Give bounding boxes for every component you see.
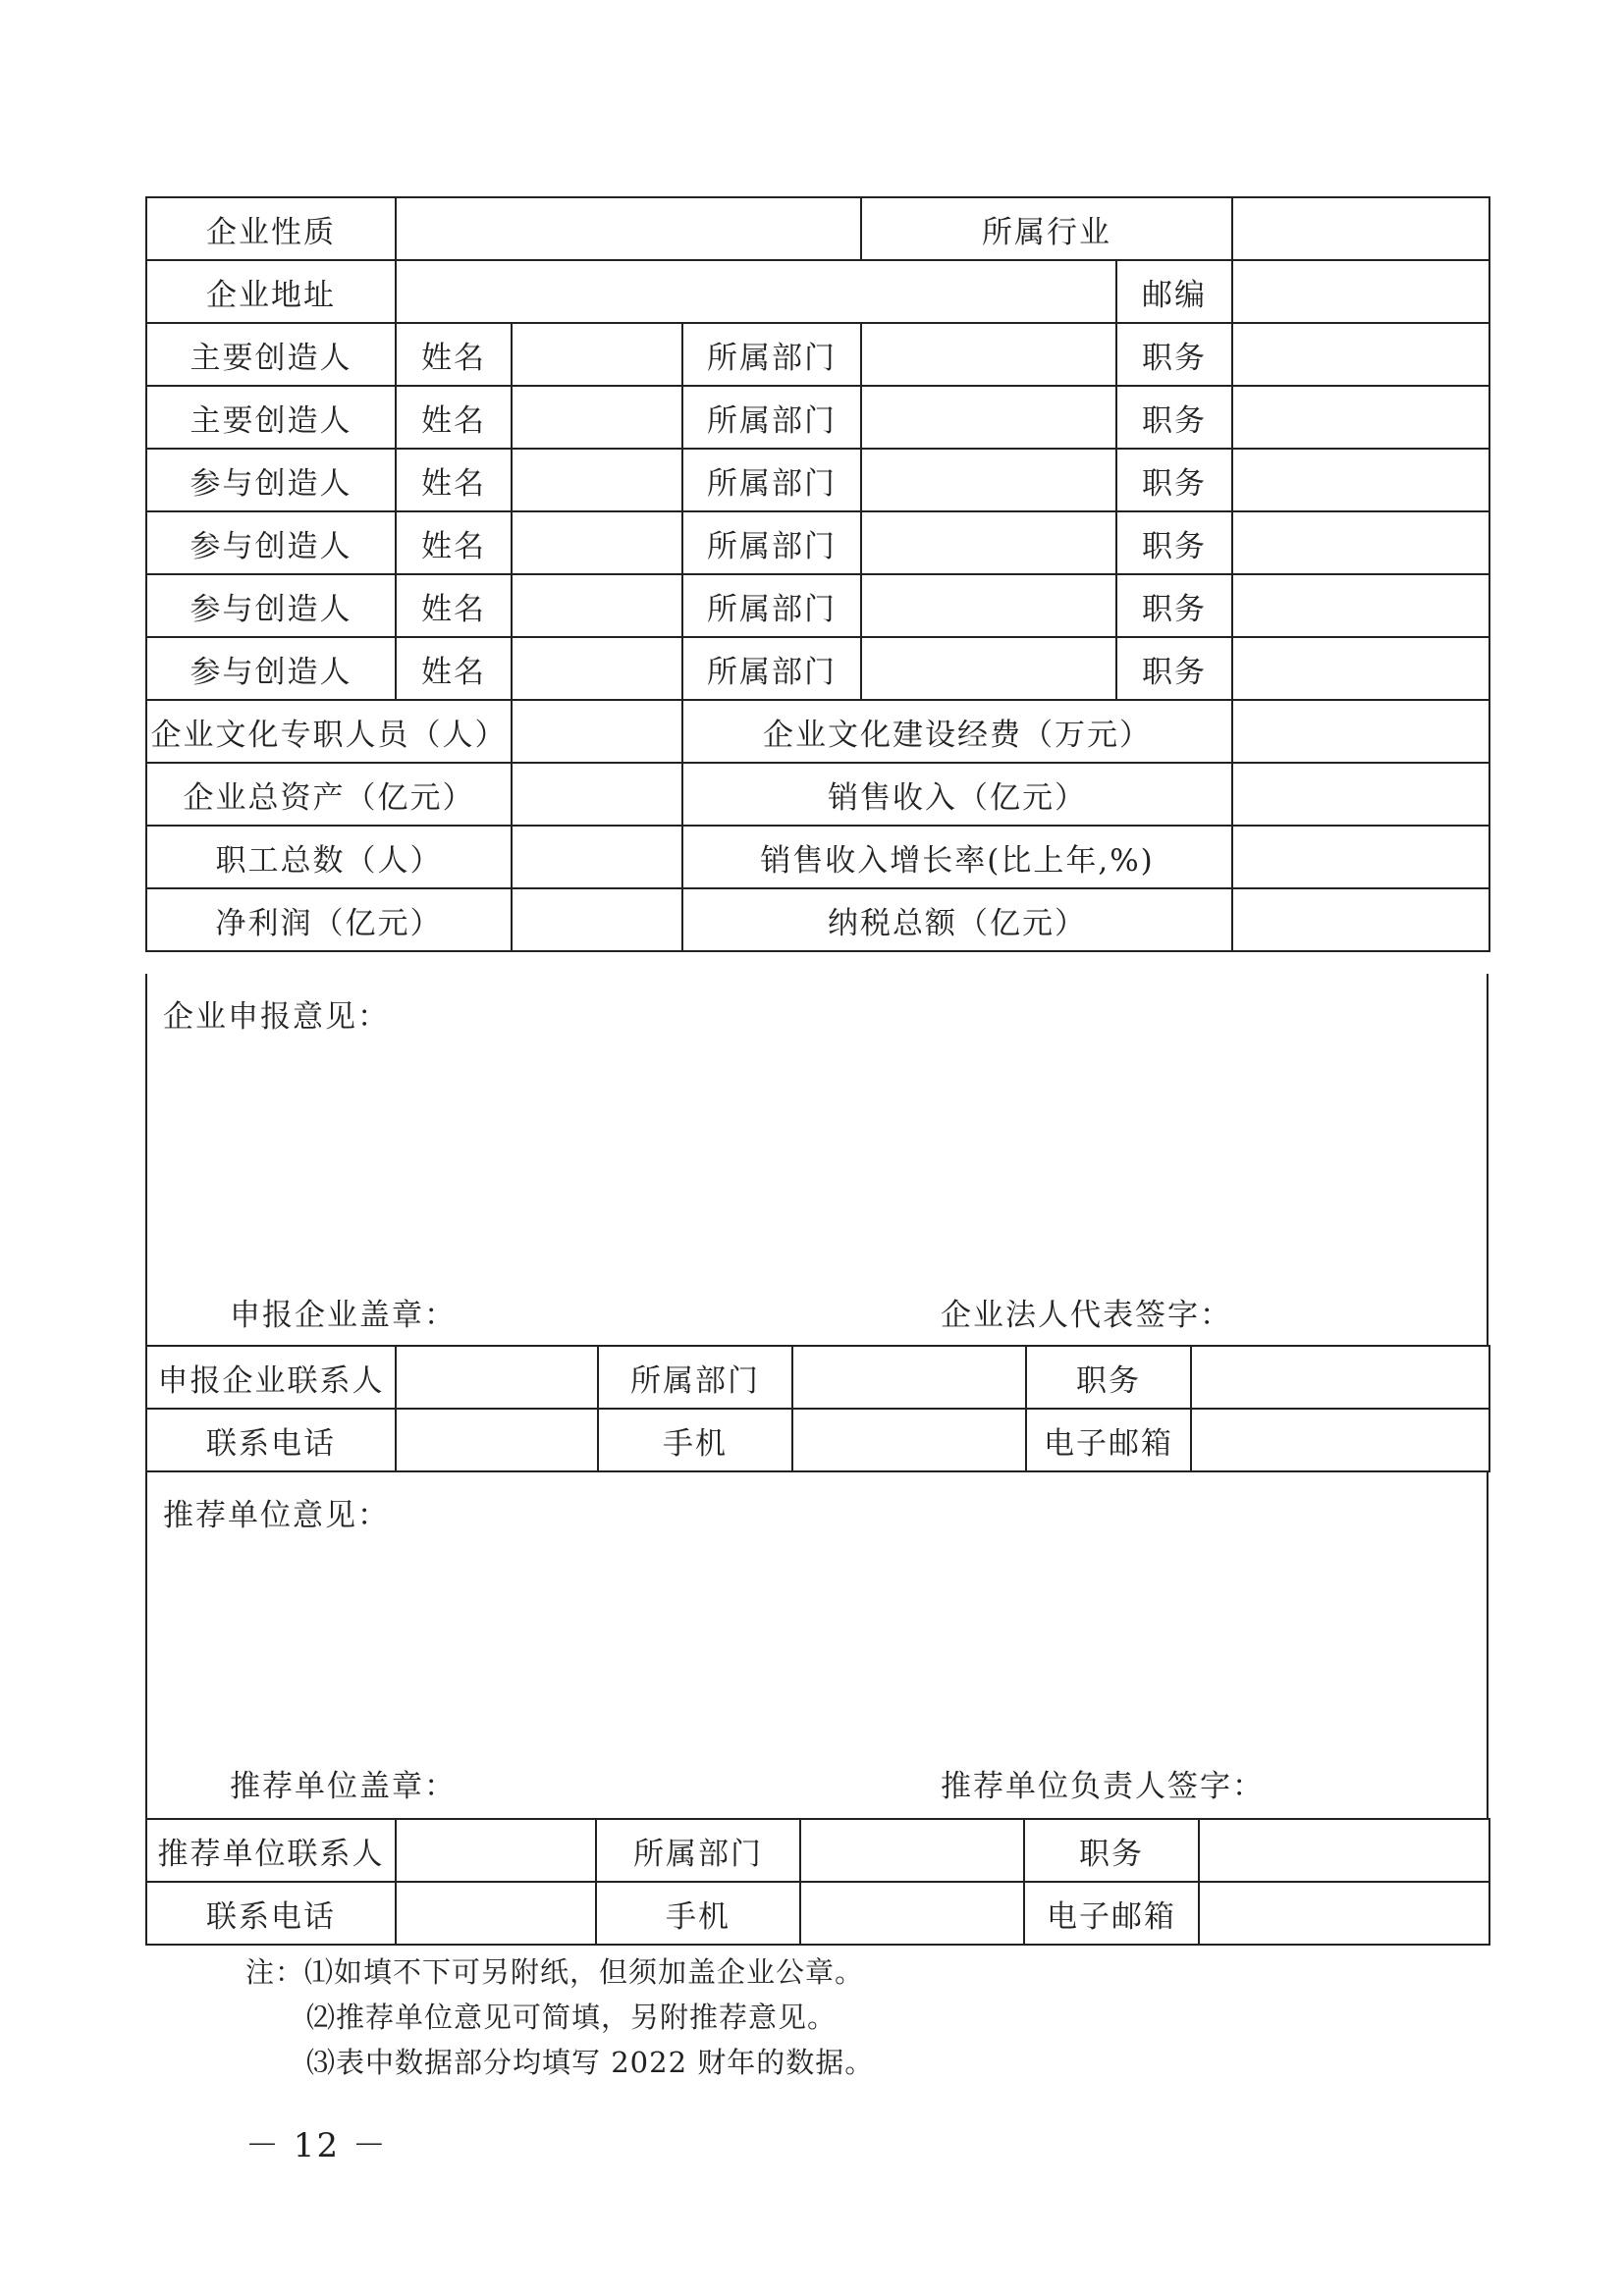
- enterprise-phone-field[interactable]: [396, 1409, 598, 1471]
- total-tax-label: 纳税总额（亿元）: [682, 888, 1232, 951]
- creator-role-label: 参与创造人: [146, 574, 396, 637]
- recommender-opinion-field[interactable]: [163, 1541, 1471, 1741]
- total-employees-label: 职工总数（人）: [146, 826, 512, 888]
- enterprise-mobile-field[interactable]: [792, 1409, 1026, 1471]
- recommender-contact-dept-field[interactable]: [800, 1819, 1024, 1882]
- row-creator: [146, 323, 1489, 386]
- industry-label: 所属行业: [861, 197, 1232, 260]
- creator-role-label: 主要创造人: [146, 386, 396, 449]
- enterprise-contact-dept-field[interactable]: [792, 1346, 1026, 1409]
- row-recommender-contact: [146, 1819, 1489, 1882]
- net-profit-label: 净利润（亿元）: [146, 888, 512, 951]
- creator-dept-label: 所属部门: [682, 449, 861, 511]
- note-line-2: ⑵推荐单位意见可简填，另附推荐意见。: [306, 2001, 838, 2034]
- net-profit-field[interactable]: [512, 888, 682, 951]
- creator-dept-label: 所属部门: [682, 323, 861, 386]
- culture-funding-label: 企业文化建设经费（万元）: [682, 700, 1232, 763]
- enterprise-address-field[interactable]: [396, 260, 1116, 323]
- enterprise-contact-field[interactable]: [396, 1346, 598, 1409]
- creator-name-label: 姓名: [396, 511, 512, 574]
- creator-title-field[interactable]: [1232, 386, 1489, 449]
- recommender-mobile-label: 手机: [596, 1882, 800, 1945]
- recommender-email-field[interactable]: [1199, 1882, 1489, 1945]
- creator-role-label: 主要创造人: [146, 323, 396, 386]
- creator-dept-label: 所属部门: [682, 637, 861, 700]
- revenue-growth-field[interactable]: [1232, 826, 1489, 888]
- enterprise-opinion-field[interactable]: [163, 1042, 1471, 1268]
- creator-title-label: 职务: [1116, 574, 1232, 637]
- recommender-contact-label: 推荐单位联系人: [146, 1819, 396, 1882]
- creator-dept-field[interactable]: [861, 574, 1116, 637]
- creator-title-field[interactable]: [1232, 511, 1489, 574]
- creator-dept-label: 所属部门: [682, 574, 861, 637]
- creator-title-field[interactable]: [1232, 637, 1489, 700]
- creator-name-label: 姓名: [396, 323, 512, 386]
- enterprise-address-label: 企业地址: [146, 260, 396, 323]
- enterprise-email-field[interactable]: [1191, 1409, 1489, 1471]
- creator-dept-label: 所属部门: [682, 386, 861, 449]
- recommender-seal-label: 推荐单位盖章：: [230, 1769, 457, 1804]
- row-creator: [146, 574, 1489, 637]
- creator-name-label: 姓名: [396, 386, 512, 449]
- total-tax-field[interactable]: [1232, 888, 1489, 951]
- recommender-contact-dept-label: 所属部门: [596, 1819, 800, 1882]
- enterprise-info-table: [145, 196, 1489, 952]
- row-stat: [146, 888, 1489, 951]
- enterprise-mobile-label: 手机: [598, 1409, 792, 1471]
- creator-title-label: 职务: [1116, 637, 1232, 700]
- industry-field[interactable]: [1232, 197, 1489, 260]
- creator-dept-field[interactable]: [861, 449, 1116, 511]
- creator-name-label: 姓名: [396, 449, 512, 511]
- creator-name-field[interactable]: [512, 574, 682, 637]
- row-creator: [146, 637, 1489, 700]
- enterprise-contact-dept-label: 所属部门: [598, 1346, 792, 1409]
- creator-title-label: 职务: [1116, 449, 1232, 511]
- revenue-growth-label: 销售收入增长率(比上年,%): [682, 826, 1232, 888]
- recommender-head-signature-label: 推荐单位负责人签字：: [941, 1769, 1265, 1804]
- enterprise-contact-label: 申报企业联系人: [146, 1346, 396, 1409]
- enterprise-email-label: 电子邮箱: [1026, 1409, 1191, 1471]
- enterprise-contact-title-field[interactable]: [1191, 1346, 1489, 1409]
- creator-title-label: 职务: [1116, 511, 1232, 574]
- form-notes: [245, 1949, 874, 2085]
- culture-staff-label: 企业文化专职人员（人）: [146, 700, 512, 763]
- postcode-label: 邮编: [1116, 260, 1232, 323]
- creator-dept-label: 所属部门: [682, 511, 861, 574]
- creator-title-field[interactable]: [1232, 323, 1489, 386]
- creator-title-field[interactable]: [1232, 574, 1489, 637]
- enterprise-seal-label: 申报企业盖章：: [230, 1298, 457, 1333]
- row-creator: [146, 511, 1489, 574]
- creator-dept-field[interactable]: [861, 323, 1116, 386]
- creator-name-label: 姓名: [396, 637, 512, 700]
- recommender-contact-title-field[interactable]: [1199, 1819, 1489, 1882]
- creator-title-label: 职务: [1116, 323, 1232, 386]
- recommender-opinion-title: 推荐单位意见：: [163, 1498, 390, 1533]
- recommender-phone-label: 联系电话: [146, 1882, 396, 1945]
- creator-name-field[interactable]: [512, 386, 682, 449]
- page-number: － 12 －: [245, 2126, 388, 2165]
- note-line-1: 注：⑴如填不下可另附纸，但须加盖企业公章。: [245, 1955, 865, 1989]
- total-employees-field[interactable]: [512, 826, 682, 888]
- enterprise-legal-signature-label: 企业法人代表签字：: [941, 1298, 1232, 1333]
- recommender-contact-title-label: 职务: [1024, 1819, 1199, 1882]
- creator-name-field[interactable]: [512, 323, 682, 386]
- recommender-contact-table: [145, 1818, 1489, 1946]
- recommender-opinion-section: [145, 1472, 1489, 1820]
- creator-role-label: 参与创造人: [146, 637, 396, 700]
- row-address: [146, 260, 1489, 323]
- creator-name-field[interactable]: [512, 637, 682, 700]
- recommender-contact-field[interactable]: [396, 1819, 596, 1882]
- creator-name-label: 姓名: [396, 574, 512, 637]
- enterprise-nature-label: 企业性质: [146, 197, 396, 260]
- recommender-email-label: 电子邮箱: [1024, 1882, 1199, 1945]
- enterprise-nature-field[interactable]: [396, 197, 861, 260]
- enterprise-contact-title-label: 职务: [1026, 1346, 1191, 1409]
- creator-dept-field[interactable]: [861, 637, 1116, 700]
- enterprise-opinion-title: 企业申报意见：: [163, 999, 390, 1035]
- culture-funding-field[interactable]: [1232, 700, 1489, 763]
- row-stat: [146, 700, 1489, 763]
- row-nature: [146, 197, 1489, 260]
- creator-title-label: 职务: [1116, 386, 1232, 449]
- note-line-3: ⑶表中数据部分均填写 2022 财年的数据。: [306, 2046, 875, 2079]
- total-assets-field[interactable]: [512, 763, 682, 826]
- sales-revenue-label: 销售收入（亿元）: [682, 763, 1232, 826]
- row-creator: [146, 386, 1489, 449]
- recommender-mobile-field[interactable]: [800, 1882, 1024, 1945]
- row-recommender-phone: [146, 1882, 1489, 1945]
- creator-name-field[interactable]: [512, 511, 682, 574]
- row-creator: [146, 449, 1489, 511]
- sales-revenue-field[interactable]: [1232, 763, 1489, 826]
- creator-title-field[interactable]: [1232, 449, 1489, 511]
- row-enterprise-phone: [146, 1409, 1489, 1471]
- creator-dept-field[interactable]: [861, 386, 1116, 449]
- creator-role-label: 参与创造人: [146, 511, 396, 574]
- postcode-field[interactable]: [1232, 260, 1489, 323]
- row-stat: [146, 826, 1489, 888]
- total-assets-label: 企业总资产（亿元）: [146, 763, 512, 826]
- creator-name-field[interactable]: [512, 449, 682, 511]
- creator-dept-field[interactable]: [861, 511, 1116, 574]
- row-stat: [146, 763, 1489, 826]
- culture-staff-field[interactable]: [512, 700, 682, 763]
- enterprise-contact-table: [145, 1345, 1489, 1472]
- enterprise-phone-label: 联系电话: [146, 1409, 396, 1471]
- row-enterprise-contact: [146, 1346, 1489, 1409]
- creator-role-label: 参与创造人: [146, 449, 396, 511]
- enterprise-opinion-section: [145, 974, 1489, 1347]
- recommender-phone-field[interactable]: [396, 1882, 596, 1945]
